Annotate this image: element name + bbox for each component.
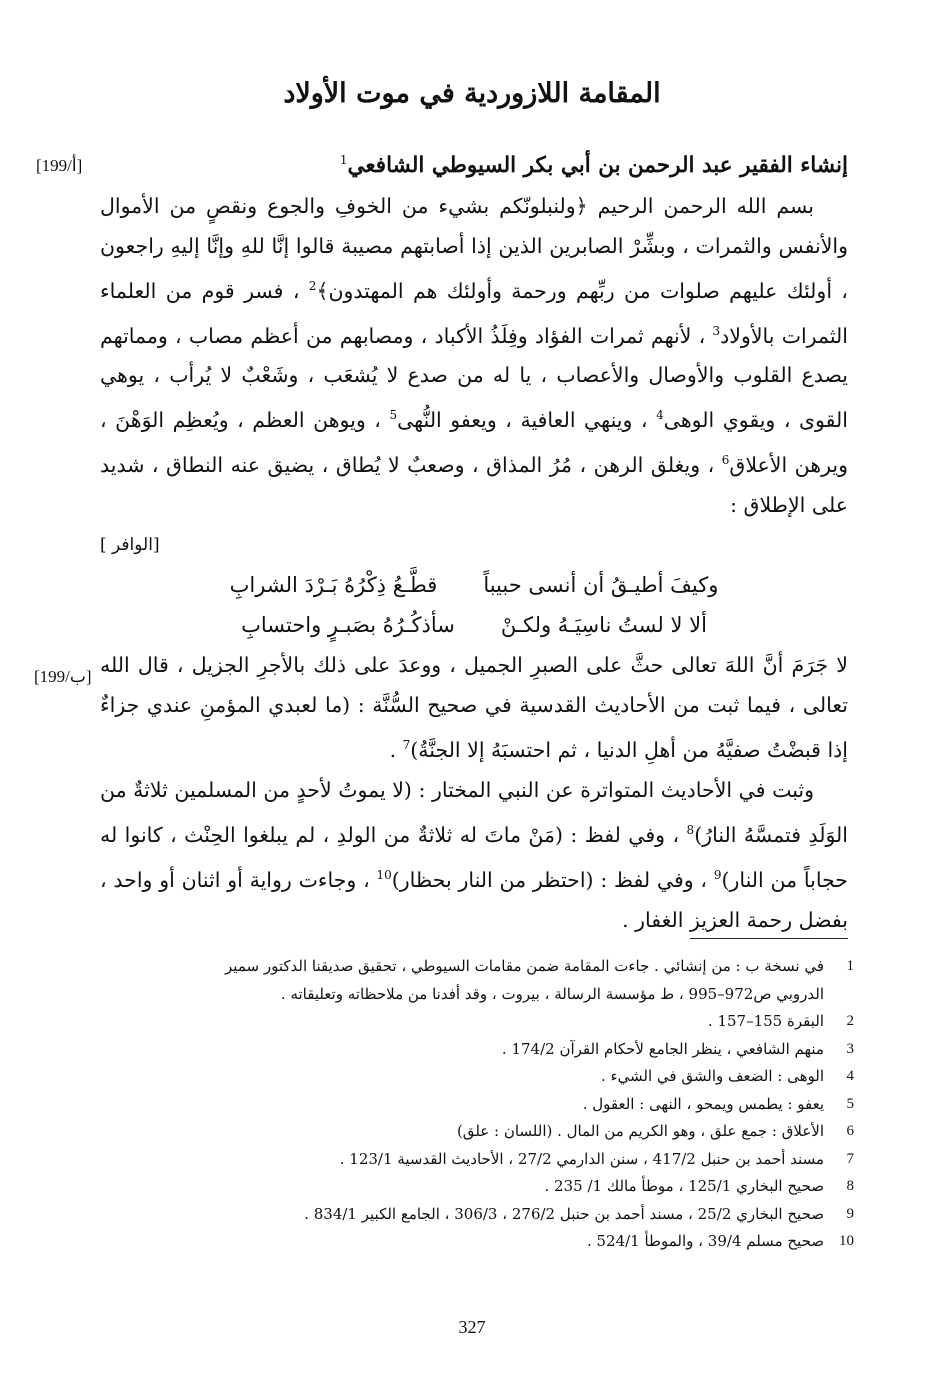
footnote-number: 6 — [846, 1123, 854, 1139]
footnote — [190, 1118, 854, 1146]
footnote-text: البقرة 155–157 . — [707, 1012, 824, 1030]
text-run: ، ويغلق الرهن ، مُرُ المذاق ، وصعبٌ لا يُطاق ، يضيق عنه النطاق ، شديد على الإطلاق : — [100, 453, 848, 518]
main-text — [100, 140, 848, 940]
footnote-text: الأعلاق : جمع علق ، وهو الكريم من المال . (اللسان : علق) — [456, 1122, 824, 1140]
text-run: ، وفي لفظ : (مَنْ ماتَ له ثلاثةٌ من الولدِ ، لم يبلغوا الحِنْث ، كانوا له حجاباً من النار) — [100, 822, 848, 892]
footnote-ref: 2 — [308, 278, 317, 293]
footnote-number: 8 — [846, 1178, 854, 1194]
paragraph-2 — [100, 645, 848, 770]
footnote-text: الوهى : الضعف والشق في الشيء . — [600, 1067, 824, 1085]
footnote — [190, 1091, 854, 1119]
footnote-number: 5 — [846, 1095, 854, 1112]
footnote-text: صحيح البخاري 25/2 ، مسند أحمد بن حنبل 276/2 ، 306/3 ، الجامع الكبير 834/1 . — [304, 1204, 824, 1223]
footnote-number: 10 — [839, 1233, 854, 1249]
footnote-ref: 1 — [339, 153, 348, 167]
footnote-number: 9 — [846, 1205, 854, 1222]
footnote — [190, 1063, 854, 1091]
paragraph-1 — [100, 186, 848, 525]
paragraph-3 — [100, 770, 848, 940]
footnote-number: 2 — [846, 1013, 854, 1029]
footnote-ref: 7 — [402, 738, 411, 753]
text-run: . — [389, 737, 403, 762]
footnote — [190, 1036, 854, 1064]
footnote-ref: 5 — [389, 408, 398, 423]
footnote-ref: 4 — [656, 408, 664, 423]
footnote — [190, 1008, 854, 1036]
footnote-text: مسند أحمد بن حنبل 417/2 ، سنن الدارمي 27/2 ، الأحاديث القدسية 123/1 . — [339, 1149, 824, 1168]
verse-line — [100, 605, 848, 645]
text-run: بسم الله الرحمن الرحيم ﴿ولنبلونّكم بشيء من الخوفِ والجوع ونقصٍ من الأموال والأنفس والثمرات ، وبشِّرْ الصابرين الذين إذا أصابتهم مصيبة قالوا إنَّا للهِ وإنَّا إليهِ راجعون ، أولئك عليهم صلوات من ربِّهم ورحمة وأولئك هم المهتدون﴾ — [100, 193, 848, 303]
footnote-number: 7 — [846, 1150, 854, 1167]
margin-ref-199a: [199/أ] — [36, 156, 83, 175]
verse-second-hemistich: سأذكُـرُهُ بصَبـرٍ واحتسابِ — [241, 613, 455, 638]
footnote-ref: 10 — [376, 867, 392, 882]
footnote-text: صحيح البخاري 125/1 ، موطأ مالك 1/ 235 . — [544, 1177, 824, 1195]
footnote-text: منهم الشافعي ، ينظر الجامع لأحكام القرآن 174/2 . — [501, 1039, 824, 1058]
footnote-text: في نسخة ب : من إنشائي . جاءت المقامة ضمن مقامات السيوطي ، تحقيق صديقنا الدكتور سمير الدروبي ص972–995 ، ط مؤسسة الرسالة ، بيروت ، وقد أفدنا من ملاحظاته وتعليقاته . — [225, 957, 824, 1003]
footnote — [190, 1146, 854, 1174]
text-run: ، وجاءت رواية أو اثنان أو واحد ، بفضل رحمة العزيز الغفار . — [100, 867, 848, 932]
footnotes — [190, 953, 854, 1256]
footnote — [190, 953, 854, 1008]
footnote-separator — [690, 938, 848, 939]
footnote-ref: 9 — [713, 867, 722, 882]
footnote-number: 4 — [846, 1068, 854, 1084]
footnote-text: صحيح مسلم 39/4 ، والموطأ 524/1 . — [586, 1232, 824, 1250]
author-line: إنشاء الفقير عبد الرحمن بن أبي بكر السيوطي الشافعي — [347, 152, 848, 178]
verse-first-hemistich: ألا لا لستُ ناسِيَـهُ ولكـنْ — [500, 613, 707, 638]
footnote — [190, 1173, 854, 1201]
verse-second-hemistich: قطَّـعُ ذِكْرُهُ بَـرْدَ الشرابِ — [229, 573, 438, 598]
page-title: المقامة اللازوردية في موت الأولاد — [283, 78, 661, 109]
verse-first-hemistich: وكيفَ أطيـقُ أن أنسى حبيباً — [483, 573, 719, 598]
text-run: ، لأنهم ثمرات الفؤاد وفِلَذُ الأكباد ، ومصابهم من أعظم مصاب ، ومماتهم يصدع القلوب والأوصال والأعصاب ، يا له من صدع لا يُشعَب ، وشَعْبٌ لا يُرأب ، يوهي القوى ، ويقوي الوهى — [100, 323, 848, 433]
margin-ref-199b: [199/ب] — [34, 667, 92, 686]
text-run: ، ويوهن العظم ، ويُعظِم الوَهْنَ ، ويرهن الأعلاق — [100, 408, 848, 478]
footnote-ref: 6 — [721, 453, 730, 468]
footnote-ref: 3 — [712, 323, 721, 338]
footnote-number: 3 — [846, 1040, 854, 1057]
footnote — [190, 1201, 854, 1229]
text-run: لا جَرَمَ أنَّ اللهَ تعالى حثَّ على الصبرِ الجميل ، ووعدَ على ذلك بالأجرِ الجزيل ، قال الله تعالى ، فيما ثبت من الأحاديث القدسية في صحيح السُّنَّة : (ما لعبدي المؤمنِ عندي جزاءٌ إذا قبضْتُ صفيَّهُ من أهلِ الدنيا ، ثم احتسبَهُ إلا الجنَّةُ) — [100, 653, 848, 762]
page-number: 327 — [458, 1317, 486, 1337]
poetic-meter-label: [ الوافر] — [100, 535, 160, 556]
footnote-ref: 8 — [686, 822, 695, 837]
footnote — [190, 1228, 854, 1256]
text-run: ، وفي لفظ : (احتظر من النار بحظار) — [391, 867, 708, 892]
text-run: ، وينهي العافية ، ويعفو النُّهى — [397, 408, 648, 433]
text-run: وثبت في الأحاديث المتواترة عن النبي المختار : (لا يموتُ لأحدٍ من المسلمين ثلاثةٌ من الوَلَدِ فتمسَّهُ النارُ) — [100, 777, 848, 847]
footnote-number: 1 — [846, 958, 854, 974]
verse-line — [100, 565, 848, 605]
text-run: ، فسر قوم من العلماء الثمرات بالأولاد — [100, 278, 848, 348]
footnote-text: يعفو : يطمس ويمحو ، النهى : العقول . — [582, 1094, 824, 1113]
